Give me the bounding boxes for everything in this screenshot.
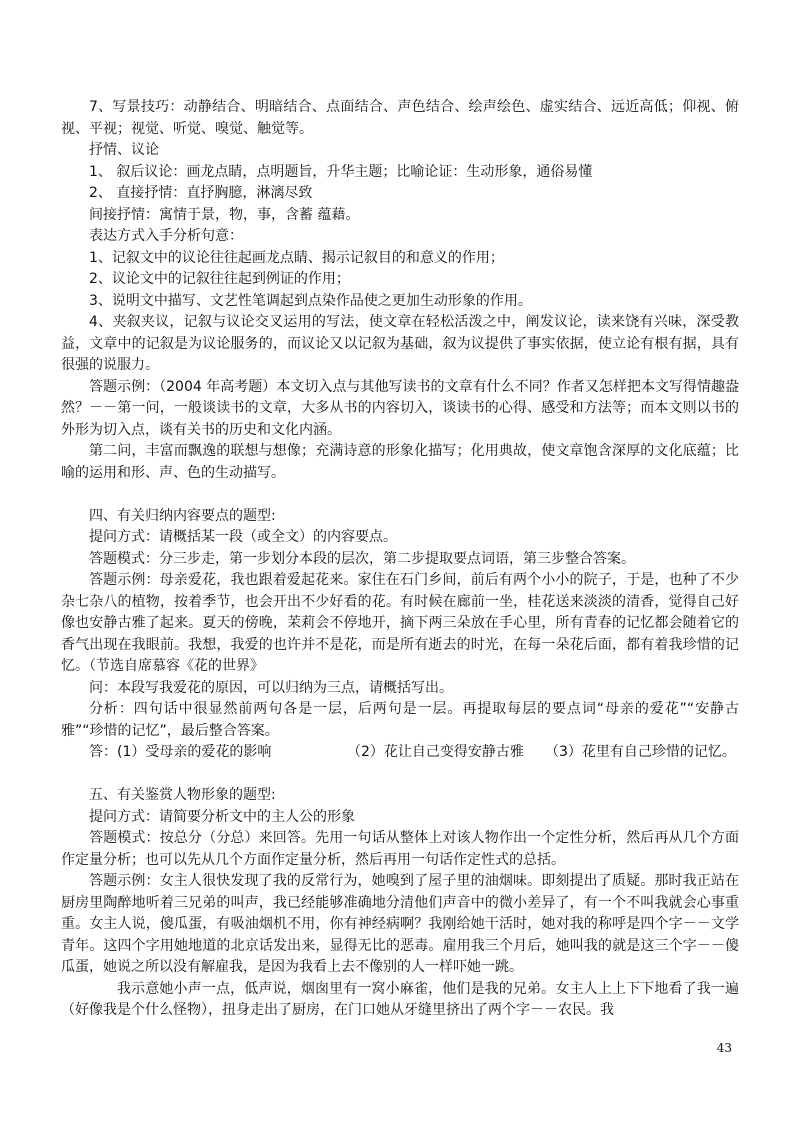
list-item-narrate-argue: 1、 叙后议论：画龙点睛，点明题旨，升华主题；比喻论证：生动形象，通俗易懂 [89, 163, 593, 180]
section-4-question: 问：本段写我爱花的原因，可以归纳为三点，请概括写出。 [89, 679, 453, 696]
section-4-answer-mode: 答题模式：分三步走，第一步划分本段的层次，第二步提取要点词语，第三步整合答案。 [89, 550, 635, 567]
paragraph-answer-example-2004: 答题示例：（2004 年高考题）本文切入点与其他写读书的文章有什么不同？作者又怎样把本文写得情趣盎然？－－第一问，一般谈读书的文章，大多从书的内容切入，谈读书的心得、感受和方法等；而本文则以书的外形为切入点，谈有关书的历史和文化内涵。 [61, 378, 739, 438]
list-item-argumentative-essay: 2、议论文中的记叙往往起到例证的作用； [89, 271, 350, 287]
page-number: 43 [716, 1041, 732, 1055]
paragraph-mixed-narration: 4、夹叙夹议，记叙与议论交叉运用的写法，使文章在轻松活泼之中，阐发议论，读来饶有兴味，深受教益，文章中的记叙是为议论服务的，而议论又以记叙为基础，叙为议提供了事实依据，使立论有根有据，具有很强的说服力。 [61, 314, 739, 373]
heading-lyric-argument: 抒情、议论 [89, 142, 159, 158]
section-4-analysis: 分析：四句话中很显然前两句各是一层，后两句是一层。再提取每层的要点词“母亲的爱花”“安静古雅”“珍惜的记忆”，最后整合答案。 [61, 701, 739, 739]
list-item-narrative-essay: 1、记叙文中的议论往往起画龙点睛、揭示记叙目的和意义的作用； [89, 249, 504, 266]
spacer [61, 484, 739, 506]
section-4-question-style: 提问方式：请概括某一段（或全文）的内容要点。 [89, 529, 397, 545]
answer-part-2: （2）花让自己变得安静古雅 [347, 744, 524, 760]
section-5-example-continued: 我示意她小声一点，低声说，烟囱里有一窝小麻雀，他们是我的兄弟。女主人上上下下地看了我一遍（好像我是个什么怪物），扭身走出了厨房，在门口她从牙缝里挤出了两个字－－农民。我 [61, 980, 739, 1018]
paragraph-scenery-techniques: 7、写景技巧：动静结合、明暗结合、点面结合、声色结合、绘声绘色、虚实结合、远近高低；仰视、俯视、平视；视觉、听觉、嗅觉、触觉等。 [61, 99, 739, 137]
section-5-example: 答题示例：女主人很快发现了我的反常行为，她嗅到了屋子里的油烟味。即刻提出了质疑。那时我正站在厨房里陶醉地听着三兄弟的叫声，我已经能够准确地分清他们声音中的微小差异了，有一个不叫我就会心事重重。女主人说，傻瓜蛋，有吸油烟机不用，你有神经病啊？我刚给她干活时，她对我的称呼是四个字－－文学青年。这四个字用她地道的北京话发出来，显得无比的恶毒。雇用我三个月后，她叫我的就是这三个字－－傻瓜蛋，她说之所以没有解雇我，是因为我看上去不像别的人一样吓她一跳。 [61, 873, 739, 975]
answer-part-1: 答：(1）受母亲的爱花的影响 [89, 744, 272, 760]
answer-part-3: （3）花里有自己珍惜的记忆。 [545, 744, 736, 760]
heading-expression-analysis: 表达方式入手分析句意： [89, 228, 243, 244]
paragraph-second-question: 第二问，丰富而飘逸的联想与想像；充满诗意的形象化描写；化用典故，使文章饱含深厚的文化底蕴；比喻的运用和形、声、色的生动描写。 [61, 443, 739, 481]
section-4-answer [61, 742, 739, 764]
section-5-question-style: 提问方式：请简要分析文中的主人公的形象 [89, 808, 355, 825]
section-5-answer-mode: 答题模式：按总分（分总）来回答。先用一句话从整体上对该人物作出一个定性分析，然后再从几个方面作定量分析；也可以先从几个方面作定量分析，然后再用一句话作定性式的总括。 [61, 830, 739, 868]
section-4-example: 答题示例：母亲爱花，我也跟着爱起花来。家住在石门乡间，前后有两个小小的院子，于是，也种了不少杂七杂八的植物，按着季节，也会开出不少好看的花。有时候在廊前一坐，桂花送来淡淡的清香，觉得自己好像也安静古雅了起来。夏天的傍晚，茉莉会不停地开，摘下两三朵放在手心里，所有青春的记忆都会随着它的香气出现在我眼前。我想，我爱的也许并不是花，而是所有逝去的时光，在每一朵花后面，都有着我珍惜的记忆。（节选自席慕容《花的世界》 [61, 572, 739, 674]
spacer [61, 764, 739, 786]
document-body [61, 97, 739, 1022]
list-item-expository-essay: 3、说明文中描写、文艺性笔调起到点染作品使之更加生动形象的作用。 [89, 292, 532, 309]
section-4-title: 四、有关归纳内容要点的题型: [89, 507, 276, 524]
list-item-direct-lyric: 2、 直接抒情：直抒胸臆，淋漓尽致 [89, 185, 313, 201]
paragraph-indirect-lyric: 间接抒情：寓情于景，物，事，含蓄 蕴藉。 [89, 206, 360, 223]
section-5-title: 五、有关鉴赏人物形象的题型: [89, 787, 276, 803]
